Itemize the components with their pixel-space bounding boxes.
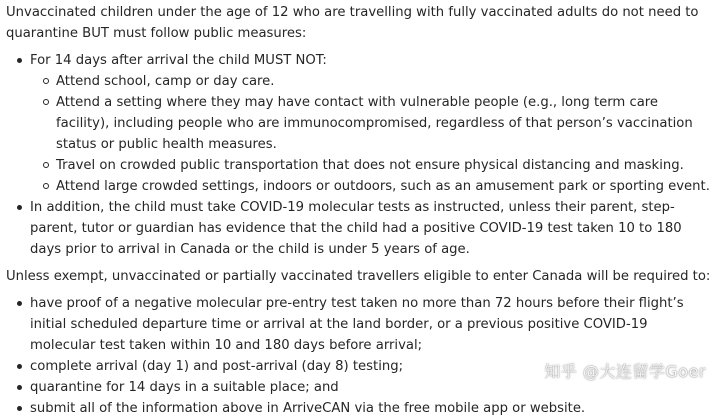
list-item: complete arrival (day 1) and post-arrival (day 8) testing; xyxy=(6,356,714,377)
list-item-text: For 14 days after arrival the child MUST NOT: xyxy=(30,53,327,68)
list-item xyxy=(6,50,714,197)
list-item: Attend a setting where they may have contact with vulnerable people (e.g., long term care facility), including people who are immunocompromised, regardless of that person’s vaccination status or public health measures. xyxy=(30,92,714,155)
children-intro-paragraph: Unvaccinated children under the age of 12 who are travelling with fully vaccinated adults do not need to quarantine BUT must follow public measures: xyxy=(6,5,699,41)
list-item: Attend school, camp or day care. xyxy=(30,71,714,92)
unvaccinated-intro-paragraph: Unless exempt, unvaccinated or partially vaccinated travellers eligible to enter Canada will be required to: xyxy=(6,269,711,284)
list-item: Attend large crowded settings, indoors or outdoors, such as an amusement park or sporting event. xyxy=(30,176,714,197)
zhihu-watermark: 知乎 @大连留学Goer xyxy=(544,362,706,381)
document-body xyxy=(6,2,714,419)
list-item: Travel on crowded public transportation that does not ensure physical distancing and masking. xyxy=(30,155,714,176)
list-item: In addition, the child must take COVID-19 molecular tests as instructed, unless their parent, step-parent, tutor or guardian has evidence that the child had a positive COVID-19 test taken 10 to 180 days prior to arrival in Canada or the child is under 5 years of age. xyxy=(6,197,714,260)
children-rules-list xyxy=(6,50,714,260)
children-restrictions-list xyxy=(30,71,714,197)
list-item: quarantine for 14 days in a suitable place; and xyxy=(6,377,714,398)
list-item: submit all of the information above in ArriveCAN via the free mobile app or website. xyxy=(6,398,714,419)
list-item: have proof of a negative molecular pre-entry test taken no more than 72 hours before their flight’s initial scheduled departure time or arrival at the land border, or a previous positive COVID-19 molecular test taken within 10 and 180 days before arrival; xyxy=(6,293,714,356)
requirements-list xyxy=(6,293,714,419)
